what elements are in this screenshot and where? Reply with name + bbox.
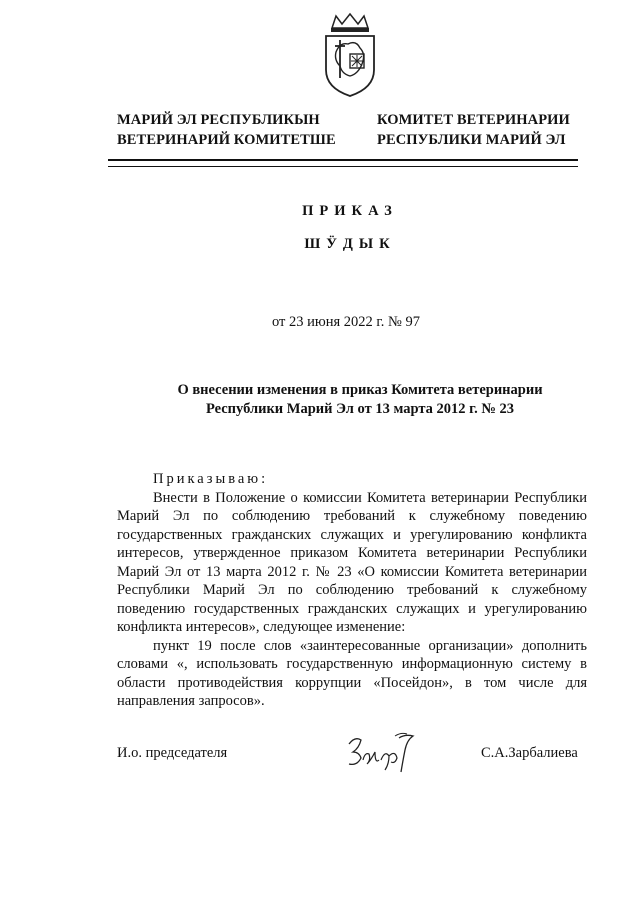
document-title-russian: ПРИКАЗ — [302, 203, 398, 219]
document-subject — [100, 381, 620, 419]
subject-line2: Республики Марий Эл от 13 марта 2012 г. № 23 — [205, 401, 515, 417]
header-russian-line1: КОМИТЕТ ВЕТЕРИНАРИИ — [377, 112, 570, 128]
header-mari-line2: ВЕТЕРИНАРИЙ КОМИТЕТШЕ — [117, 132, 336, 148]
document-body — [117, 470, 587, 711]
document-title-mari: ШӰДЫК — [304, 236, 396, 252]
handwritten-signature-icon — [345, 730, 420, 775]
body-paragraph-1: Внести в Положение о комиссии Комитета ветеринарии Республики Марий Эл по соблюдению требований к служебному поведению государственных гражданских служащих и урегулированию конфликта интересов, утвержденное приказом Комитета ветеринарии Республики Марий Эл от 13 марта 2012 г. № 23 «О комиссии Комитета ветеринарии Республики Марий Эл по соблюдению требований к служебному поведению государственных гражданских служащих и урегулированию конфликта интересов», следующее изменение: — [117, 489, 587, 635]
subject-line1: О внесении изменения в приказ Комитета ветеринарии — [177, 382, 543, 398]
header-mari-line1: МАРИЙ ЭЛ РЕСПУБЛИКЫН — [117, 112, 320, 128]
order-word: Приказываю: — [153, 471, 269, 487]
header-divider-thin — [108, 166, 578, 167]
coat-of-arms-icon — [320, 12, 380, 98]
document-date: от 23 июня 2022 г. № 97 — [272, 314, 420, 330]
header-russian — [377, 110, 570, 150]
body-paragraph-2: пункт 19 после слов «заинтересованные организации» дополнить словами «, использовать государственную информационную систему в области противодействия коррупции «Посейдон», в том числе для направления запросов». — [117, 637, 587, 709]
header-divider-thick — [108, 159, 578, 161]
signer-name: С.А.Зарбалиева — [481, 745, 578, 761]
header-russian-line2: РЕСПУБЛИКИ МАРИЙ ЭЛ — [377, 132, 566, 148]
header-mari — [117, 110, 336, 150]
signer-title: И.о. председателя — [117, 745, 228, 761]
